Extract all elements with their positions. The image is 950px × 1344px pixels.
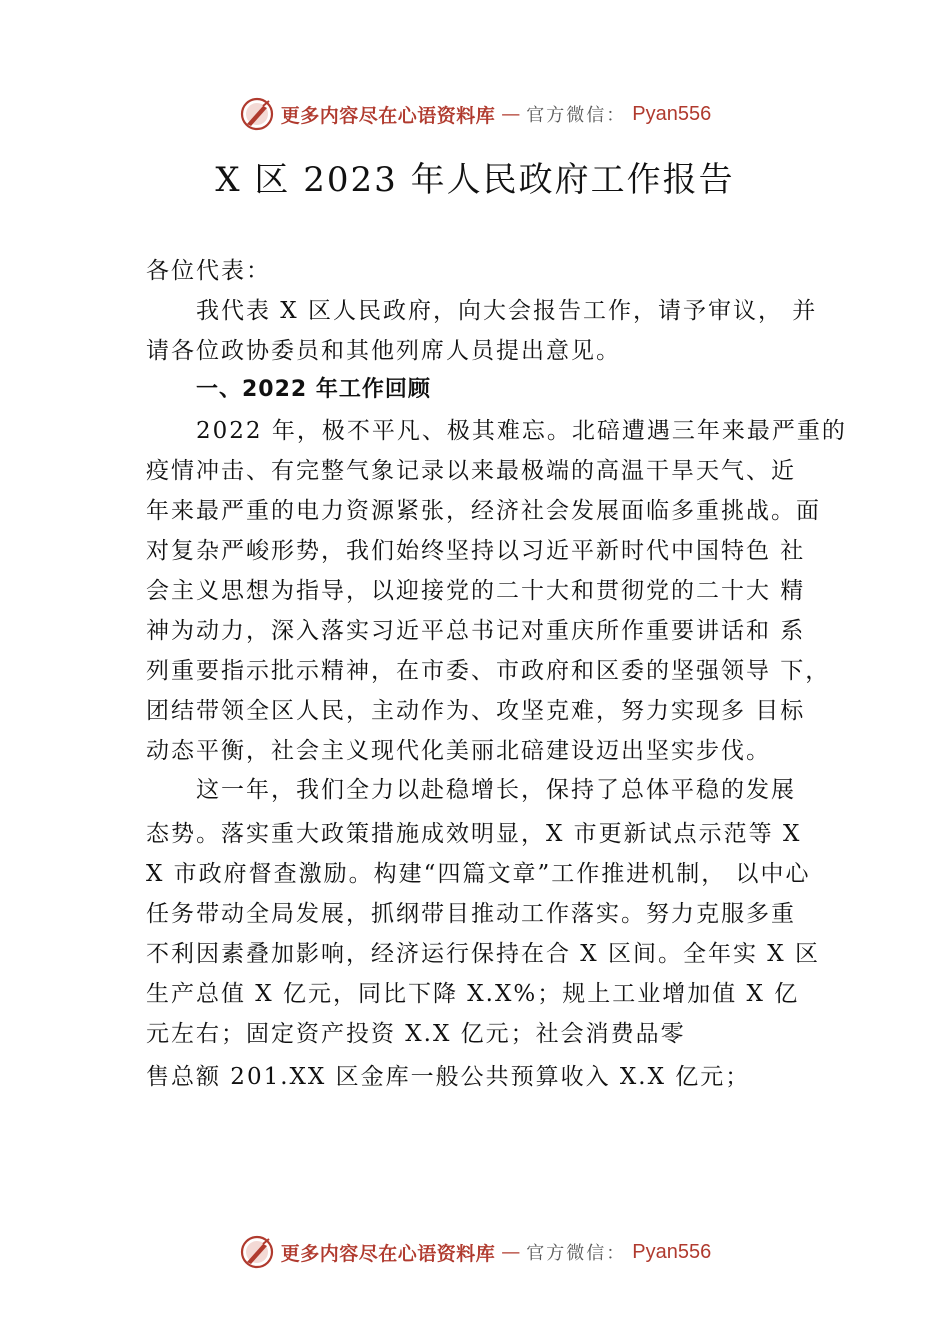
pen-logo-icon — [239, 1234, 275, 1270]
watermark-separator: — — [501, 1241, 521, 1263]
paragraph-line: 疫情冲击、有完整气象记录以来最极端的高温干旱天气、近 — [146, 458, 796, 484]
paragraph-line: 我代表 X 区人民政府，向大会报告工作，请予审议， 并 — [196, 298, 818, 324]
paragraph-line: 列重要指示批示精神，在市委、市政府和区委的坚强领导 下， — [146, 658, 831, 684]
paragraph-line: 2022 年，极不平凡、极其难忘。北碚遭遇三年来最严重的 — [196, 418, 847, 444]
watermark-label: 官方微信： — [526, 105, 627, 126]
paragraph-line: 这一年，我们全力以赴稳增长，保持了总体平稳的发展 — [196, 777, 796, 803]
watermark-banner-top — [0, 94, 950, 134]
paragraph-line: 神为动力，深入落实习近平总书记对重庆所作重要讲话和 系 — [146, 618, 806, 644]
watermark-label: 官方微信： — [526, 1243, 627, 1264]
paragraph-line: 会主义思想为指导，以迎接党的二十大和贯彻党的二十大 精 — [146, 578, 806, 604]
watermark-separator: — — [501, 103, 521, 125]
watermark-wechat-id: Pyan556 — [632, 102, 712, 125]
paragraph-line: 生产总值 X 亿元，同比下降 X.X%；规上工业增加值 X 亿 — [146, 981, 800, 1007]
watermark-wechat-id: Pyan556 — [632, 1240, 712, 1263]
paragraph-line: 对复杂严峻形势，我们始终坚持以习近平新时代中国特色 社 — [146, 538, 806, 564]
salutation: 各位代表： — [146, 258, 271, 284]
paragraph-line: 年来最严重的电力资源紧张，经济社会发展面临多重挑战。面 — [146, 498, 821, 524]
document-title: X 区 2023 年人民政府工作报告 — [215, 160, 735, 200]
watermark-text: 更多内容尽在心语资料库 — [280, 1242, 496, 1265]
paragraph-line: 态势。落实重大政策措施成效明显，X 市更新试点示范等 X — [146, 821, 802, 847]
paragraph-line: X 市政府督查激励。构建“四篇文章”工作推进机制， 以中心 — [146, 861, 811, 887]
paragraph-line: 动态平衡，社会主义现代化美丽北碚建设迈出坚实步伐。 — [146, 738, 771, 764]
paragraph-line: 售总额 201.XX 区金库一般公共预算收入 X.X 亿元； — [146, 1064, 751, 1090]
paragraph-line: 不利因素叠加影响，经济运行保持在合 X 区间。全年实 X 区 — [146, 941, 820, 967]
pen-logo-icon — [239, 96, 275, 132]
paragraph-line: 元左右；固定资产投资 X.X 亿元；社会消费品零 — [146, 1021, 686, 1047]
paragraph-line: 团结带领全区人民，主动作为、攻坚克难，努力实现多 目标 — [146, 698, 806, 724]
section-heading: 一、2022 年工作回顾 — [196, 377, 431, 402]
paragraph-line: 任务带动全局发展，抓纲带目推动工作落实。努力克服多重 — [146, 901, 796, 927]
watermark-text: 更多内容尽在心语资料库 — [280, 104, 496, 127]
watermark-banner-bottom — [0, 1232, 950, 1272]
paragraph-line: 请各位政协委员和其他列席人员提出意见。 — [146, 338, 621, 364]
